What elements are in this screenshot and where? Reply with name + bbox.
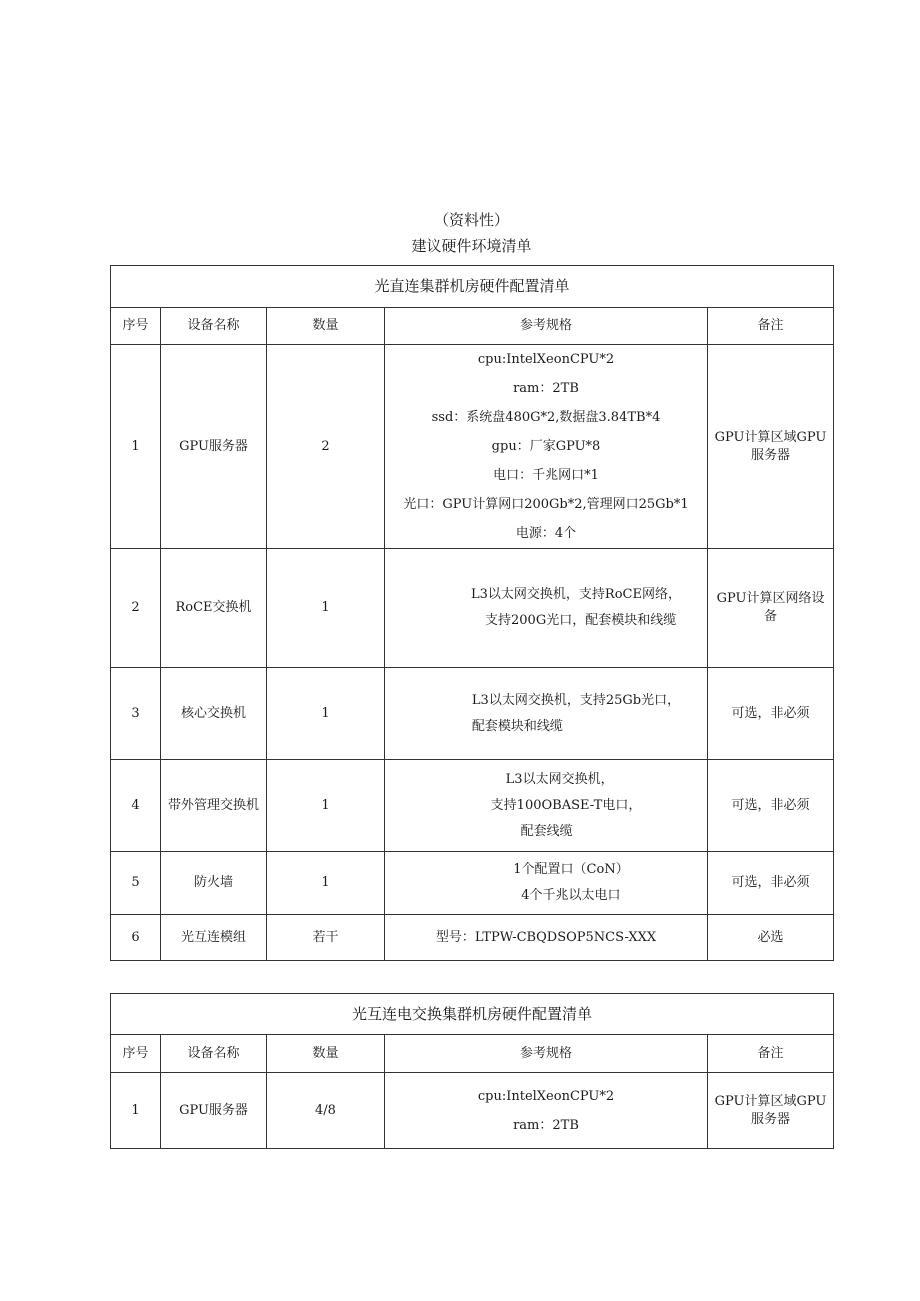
- table-title: 光互连电交换集群机房硬件配置清单: [111, 994, 834, 1035]
- header-remark: 备注: [708, 1035, 834, 1073]
- row-spec: [385, 1073, 708, 1149]
- table-row: [111, 1073, 834, 1149]
- row-remark: GPU计算区域GPU服务器: [708, 1073, 834, 1149]
- table-title: 光直连集群机房硬件配置清单: [111, 266, 834, 308]
- row-remark: GPU计算区域GPU服务器: [708, 345, 834, 549]
- header-spec: 参考规格: [385, 308, 708, 345]
- row-qty: 1: [267, 760, 385, 852]
- row-qty: 1: [267, 668, 385, 760]
- hardware-table-switch: [110, 993, 834, 1149]
- header-no: 序号: [111, 308, 161, 345]
- row-no: 6: [111, 915, 161, 961]
- spec-line: cpu:IntelXeonCPU*2: [477, 1088, 615, 1104]
- row-name: GPU服务器: [161, 1073, 267, 1149]
- spec-line: 电源：4个: [515, 526, 577, 541]
- table-row: [111, 915, 834, 961]
- row-qty: 1: [267, 549, 385, 668]
- row-no: 1: [111, 345, 161, 549]
- row-name: 核心交换机: [161, 668, 267, 760]
- row-qty: 1: [267, 852, 385, 915]
- row-no: 3: [111, 668, 161, 760]
- spec-line: 支持100OBASE-T电口，: [490, 797, 642, 813]
- hardware-table-direct: [110, 265, 834, 961]
- header-qty: 数量: [267, 308, 385, 345]
- spec-line: 4个千兆以太电口: [521, 888, 621, 903]
- spec-line: 配套模块和线缆: [471, 718, 563, 734]
- row-spec: [385, 549, 708, 668]
- header-spec: 参考规格: [385, 1035, 708, 1073]
- spec-line: gpu：厂家GPU*8: [491, 439, 601, 454]
- table-row: [111, 549, 834, 668]
- row-qty: 2: [267, 345, 385, 549]
- table-row: [111, 668, 834, 760]
- spec-line: L3以太网交换机，: [505, 771, 614, 787]
- row-spec: [385, 852, 708, 915]
- spec-line: L3以太网交换机，支持RoCE网络，: [471, 587, 681, 602]
- row-name: RoCE交换机: [161, 549, 267, 668]
- header-name: 设备名称: [161, 1035, 267, 1073]
- row-no: 5: [111, 852, 161, 915]
- table-row: [111, 852, 834, 915]
- header-row: [111, 1035, 834, 1073]
- row-remark: 可选，非必须: [708, 760, 834, 852]
- spec-line: 光口：GPU计算网口200Gb*2,管理网口25Gb*1: [403, 497, 689, 512]
- header-no: 序号: [111, 1035, 161, 1073]
- row-qty: 若干: [267, 915, 385, 961]
- header-qty: 数量: [267, 1035, 385, 1073]
- row-spec: 型号：LTPW-CBQDSOP5NCS-XXX: [385, 915, 708, 961]
- row-spec: [385, 345, 708, 549]
- spec-line: L3以太网交换机，支持25Gb光口，: [471, 692, 681, 708]
- table-row: [111, 760, 834, 852]
- header-name: 设备名称: [161, 308, 267, 345]
- row-name: 防火墙: [161, 852, 267, 915]
- spec-line: 配套线缆: [520, 823, 573, 839]
- spec-line: ram：2TB: [513, 1117, 579, 1133]
- spec-line: ssd：系统盘480G*2,数据盘3.84TB*4: [431, 410, 661, 425]
- row-no: 1: [111, 1073, 161, 1149]
- row-qty: 4/8: [267, 1073, 385, 1149]
- spec-line: ram：2TB: [513, 381, 579, 396]
- row-remark: GPU计算区网络设备: [708, 549, 834, 668]
- header-remark: 备注: [708, 308, 834, 345]
- row-name: GPU服务器: [161, 345, 267, 549]
- spec-line: 支持200G光口，配套模块和线缆: [485, 613, 677, 628]
- row-remark: 可选，非必须: [708, 668, 834, 760]
- row-no: 2: [111, 549, 161, 668]
- spec-line: 电口：千兆网口*1: [493, 468, 599, 483]
- row-spec: [385, 668, 708, 760]
- row-no: 4: [111, 760, 161, 852]
- header-row: [111, 308, 834, 345]
- doc-title: 建议硬件环境清单: [411, 237, 532, 255]
- row-remark: 必选: [708, 915, 834, 961]
- row-name: 带外管理交换机: [161, 760, 267, 852]
- spec-line: 1个配置口（CoN）: [513, 862, 629, 877]
- table-row: [111, 345, 834, 549]
- row-remark: 可选，非必须: [708, 852, 834, 915]
- spec-line: cpu:IntelXeonCPU*2: [477, 352, 615, 367]
- row-name: 光互连模组: [161, 915, 267, 961]
- row-spec: [385, 760, 708, 852]
- doc-note: （资料性）: [433, 211, 509, 229]
